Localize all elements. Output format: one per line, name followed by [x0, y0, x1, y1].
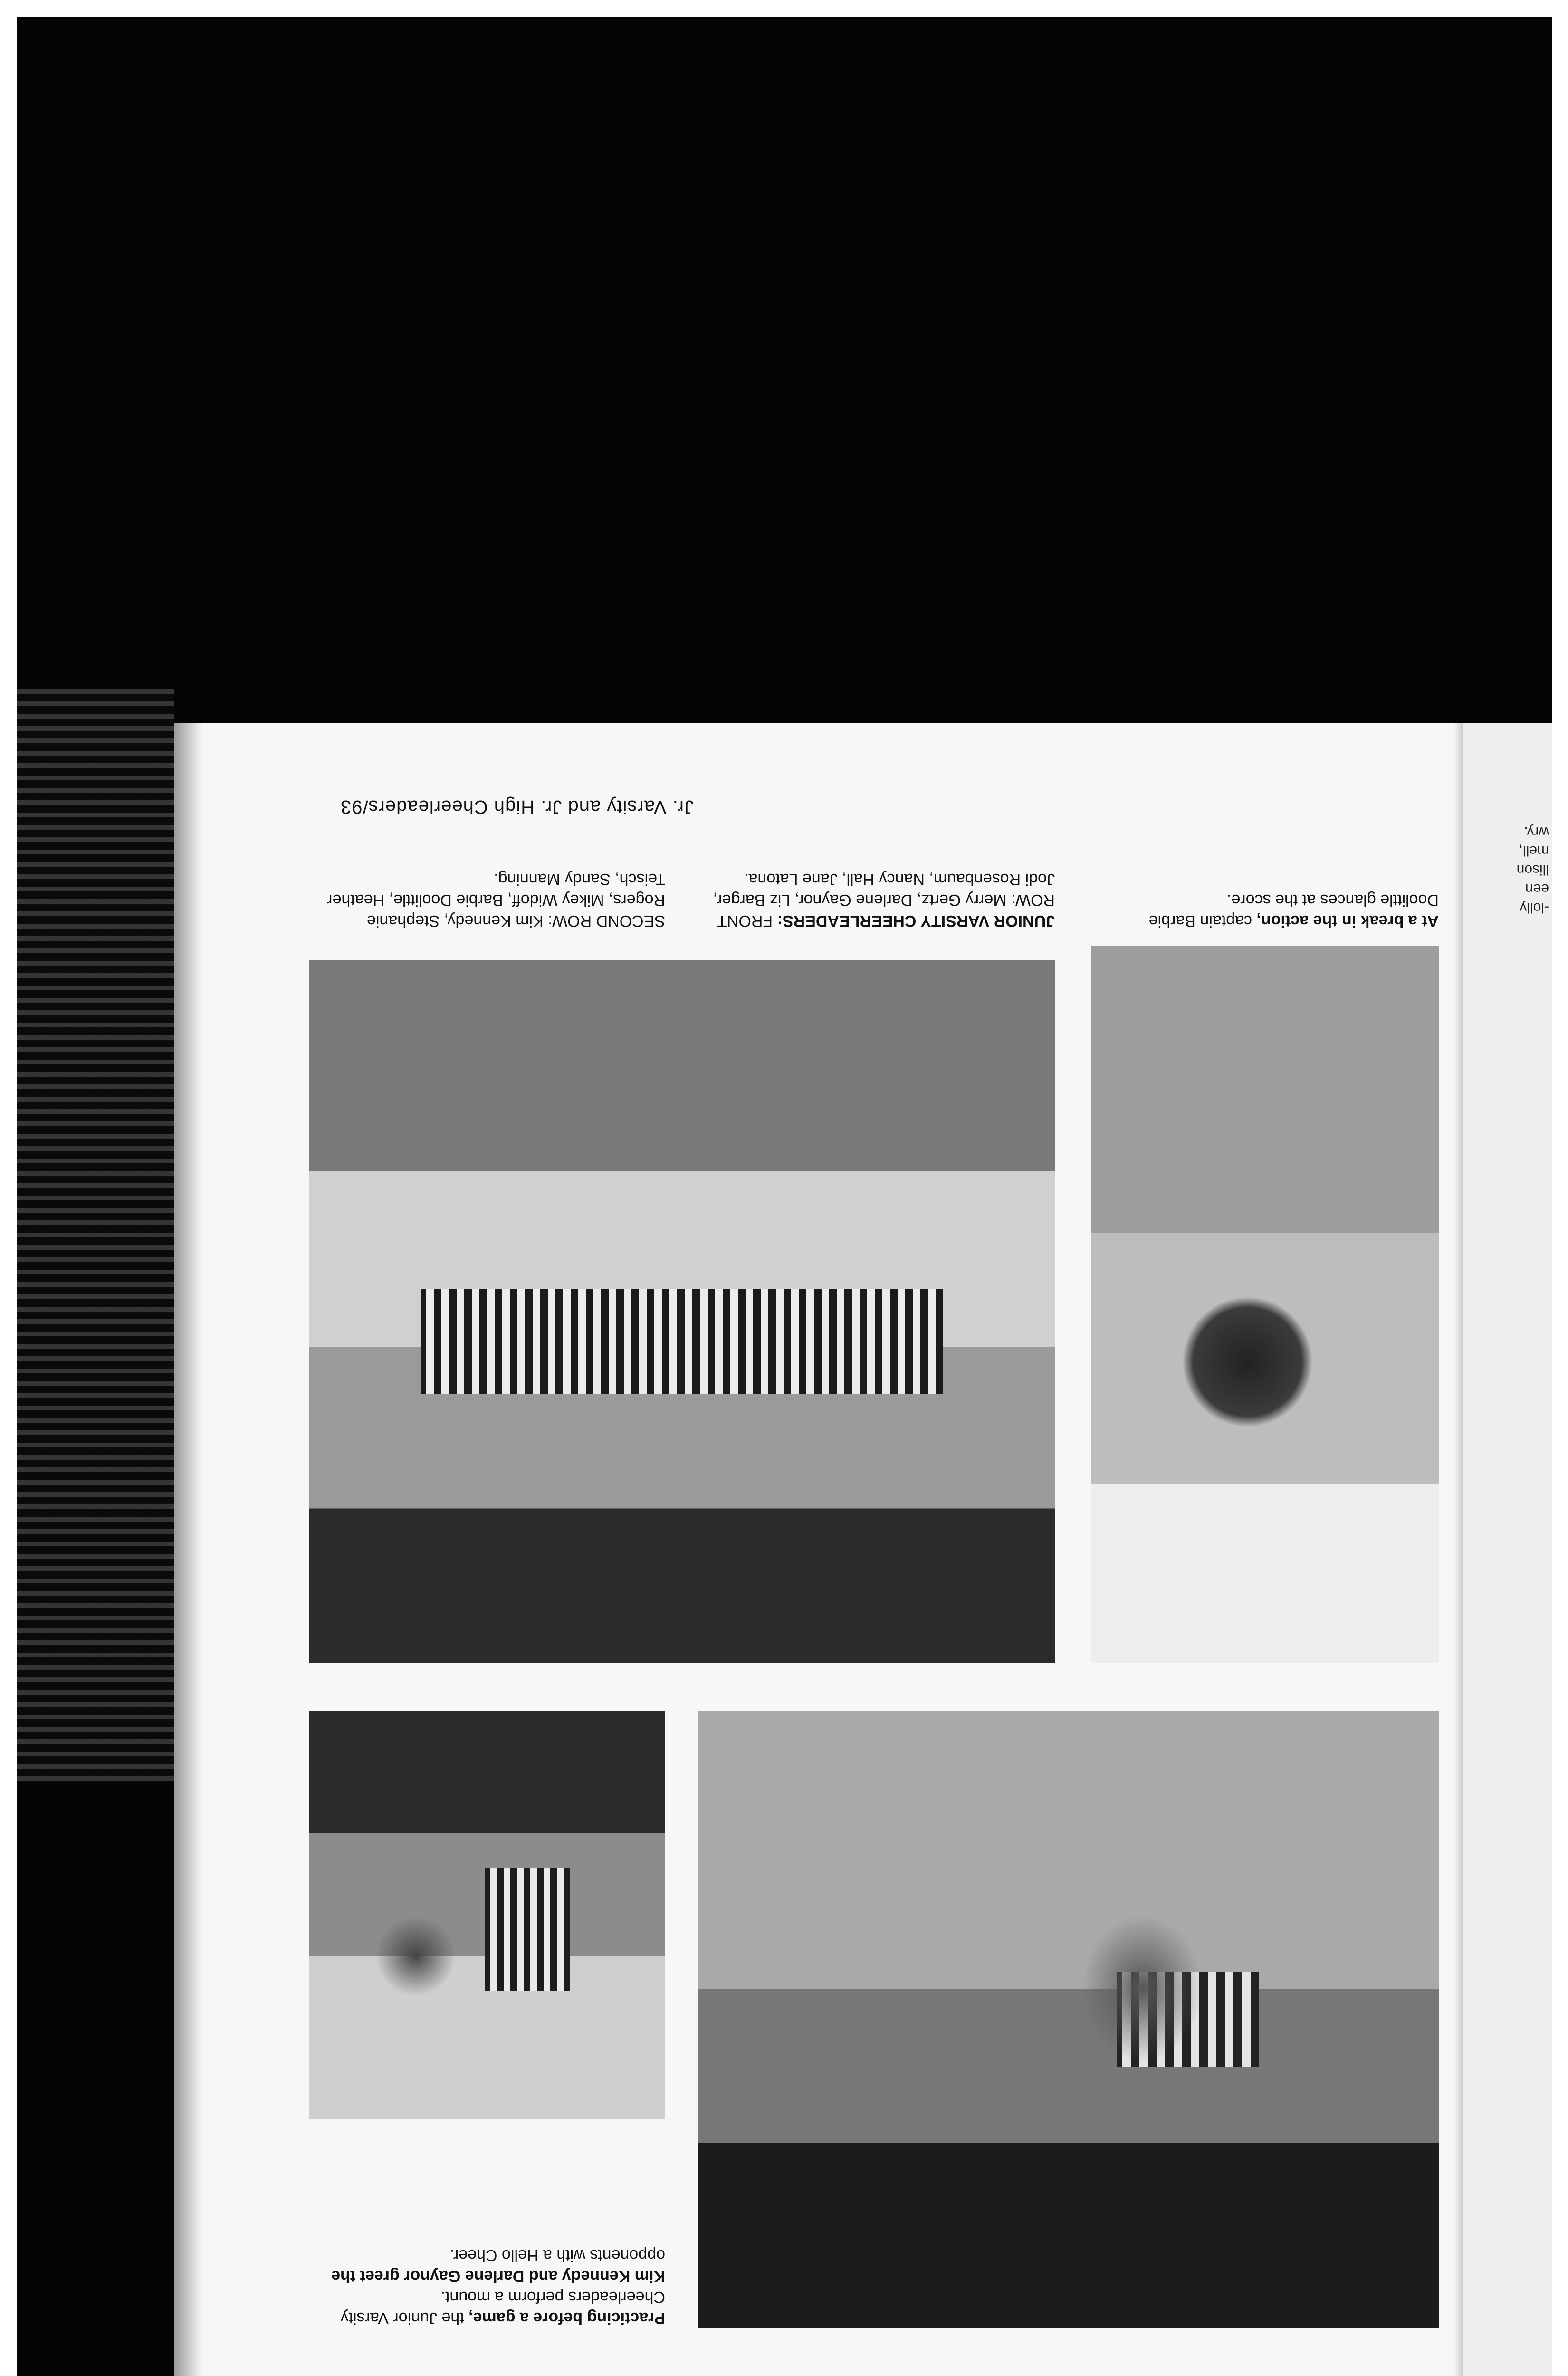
caption-text: captain Barbie Doolittle glances at the score.: [1148, 891, 1439, 930]
caption-hello-cheer: [304, 2245, 665, 2328]
adjacent-line: een: [1525, 881, 1549, 897]
photo-cheer-mount: [698, 1711, 1439, 2328]
caption-squad: [309, 869, 1055, 931]
caption-lead: Practicing before a game,: [468, 2309, 665, 2327]
caption-text: opponents with a Hello Cheer.: [449, 2246, 665, 2264]
caption-text: the Junior Varsity Cheerleaders perform a mount.: [340, 2288, 665, 2327]
adjacent-line: mell,: [1519, 843, 1549, 859]
page-footer-title: Jr. Varsity and Jr. High Cheerleaders/93: [340, 796, 694, 817]
photo-hello-cheer: [309, 1711, 665, 2119]
caption-captain: [1087, 890, 1439, 931]
photo-captain-pompom: [1091, 946, 1439, 1663]
adjacent-line: llison: [1516, 862, 1549, 878]
caption-lead: Kim Kennedy and Darlene Gaynor greet the: [331, 2267, 665, 2285]
adjacent-line: wry.: [1524, 824, 1549, 840]
adjacent-line: -lolly: [1520, 900, 1549, 916]
caption-lead: JUNIOR VARSITY CHEERLEADERS:: [777, 912, 1055, 930]
adjacent-page-text: [1492, 822, 1549, 917]
caption-text: FRONT ROW: Merry Gertz, Darlene Gaynor, Liz Barger, Jodi Rosenbaum, Nancy Hall, Jane Latona. SECOND ROW: Kim Kennedy, Stephanie Rogers, Mikey Widoff, Barbie Doolittle, Heather Teisch, Sandy Manning.: [327, 870, 1055, 930]
caption-lead: At a break in the action,: [1256, 912, 1439, 930]
photo-junior-varsity-squad: [309, 960, 1055, 1663]
